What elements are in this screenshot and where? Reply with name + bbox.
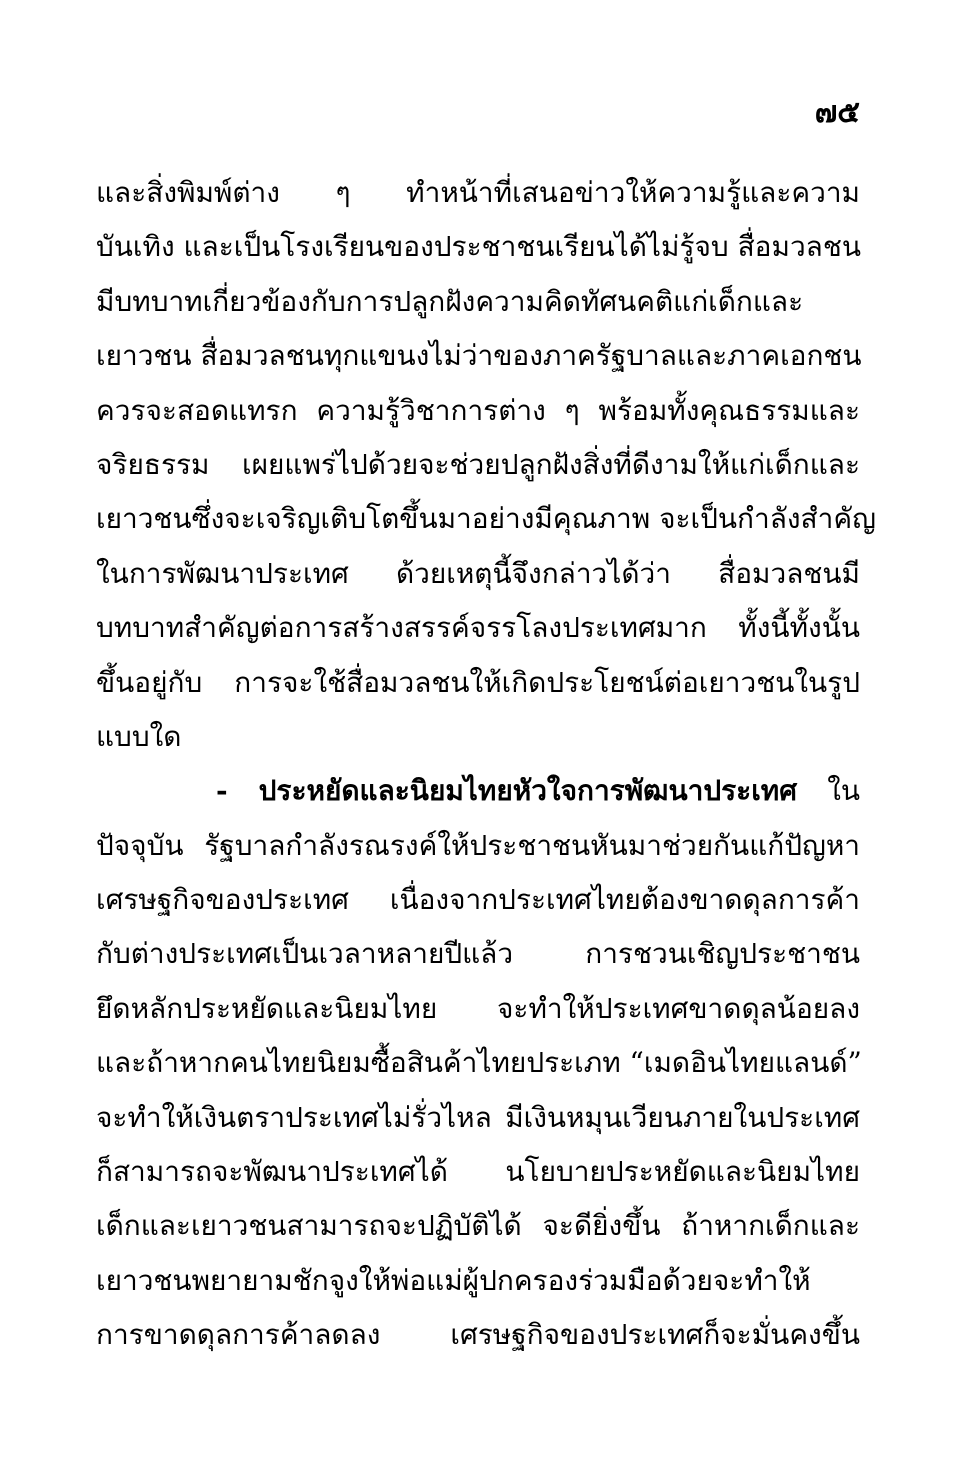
text-line: ยึดหลักประหยัดและนิยมไทย จะทำให้ประเทศขาดดุลน้อยลง [96, 991, 860, 1025]
text-line: กับต่างประเทศเป็นเวลาหลายปีแล้ว การชวนเชิญประชาชน [96, 937, 860, 971]
text-line: ควรจะสอดแทรก ความรู้วิชาการต่าง ๆ พร้อมทั้งคุณธรรมและ [96, 393, 860, 427]
heading-tail: ใน [827, 774, 861, 808]
text-line: จริยธรรม เผยแพร่ไปด้วยจะช่วยปลูกฝังสิ่งที่ดีงามให้แก่เด็กและ [96, 447, 860, 481]
section-heading-line [96, 764, 860, 818]
paragraph-thrift-thai [96, 764, 860, 1362]
text-line: การขาดดุลการค้าลดลง เศรษฐกิจของประเทศก็จะมั่นคงขึ้น [96, 1318, 860, 1352]
text-line: จะทำให้เงินตราประเทศไม่รั่วไหล มีเงินหมุนเวียนภายในประเทศ [96, 1100, 860, 1134]
text-line: ก็สามารถจะพัฒนาประเทศได้ นโยบายประหยัดและนิยมไทย [96, 1155, 860, 1189]
text-line: เยาวชนซึ่งจะเจริญเติบโตขึ้นมาอย่างมีคุณภาพ จะเป็นกำลังสำคัญ [96, 502, 876, 536]
text-line: เยาวชนพยายามชักจูงให้พ่อแม่ผู้ปกครองร่วมมือด้วยจะทำให้ [96, 1263, 811, 1297]
text-line: และสิ่งพิมพ์ต่าง ๆ ทำหน้าที่เสนอข่าวให้ความรู้และความ [96, 176, 860, 209]
text-line: บทบาทสำคัญต่อการสร้างสรรค์จรรโลงประเทศมาก ทั้งนี้ทั้งนั้น [96, 611, 860, 645]
text-line: ปัจจุบัน รัฐบาลกำลังรณรงค์ให้ประชาชนหันมาช่วยกันแก้ปัญหา [96, 828, 860, 862]
text-line: ขึ้นอยู่กับ การจะใช้สื่อมวลชนให้เกิดประโยชน์ต่อเยาวชนในรูป [96, 665, 860, 699]
text-line: บันเทิง และเป็นโรงเรียนของประชาชนเรียนได้ไม่รู้จบ สื่อมวลชน [96, 230, 861, 264]
text-line: แบบใด [96, 719, 182, 753]
text-line: ในการพัฒนาประเทศ ด้วยเหตุนี้จึงกล่าวได้ว่า สื่อมวลชนมี [96, 556, 860, 590]
text-line: เศรษฐกิจของประเทศ เนื่องจากประเทศไทยต้องขาดดุลการค้า [96, 883, 860, 917]
body-text [96, 166, 876, 1363]
text-line: เยาวชน สื่อมวลชนทุกแขนงไม่ว่าของภาครัฐบาลและภาคเอกชน [96, 339, 862, 373]
text-line: เด็กและเยาวชนสามารถจะปฏิบัติได้ จะดียิ่งขึ้น ถ้าหากเด็กและ [96, 1209, 860, 1243]
paragraph-media-role [96, 166, 876, 764]
page-number: ๗๕ [814, 95, 860, 130]
text-line: มีบทบาทเกี่ยวข้องกับการปลูกฝังความคิดทัศนคติแก่เด็กและ [96, 284, 804, 318]
text-line: และถ้าหากคนไทยนิยมซื้อสินค้าไทยประเภท “เมดอินไทยแลนด์” [96, 1046, 862, 1080]
section-heading: - ประหยัดและนิยมไทยหัวใจการพัฒนาประเทศ [216, 774, 797, 808]
